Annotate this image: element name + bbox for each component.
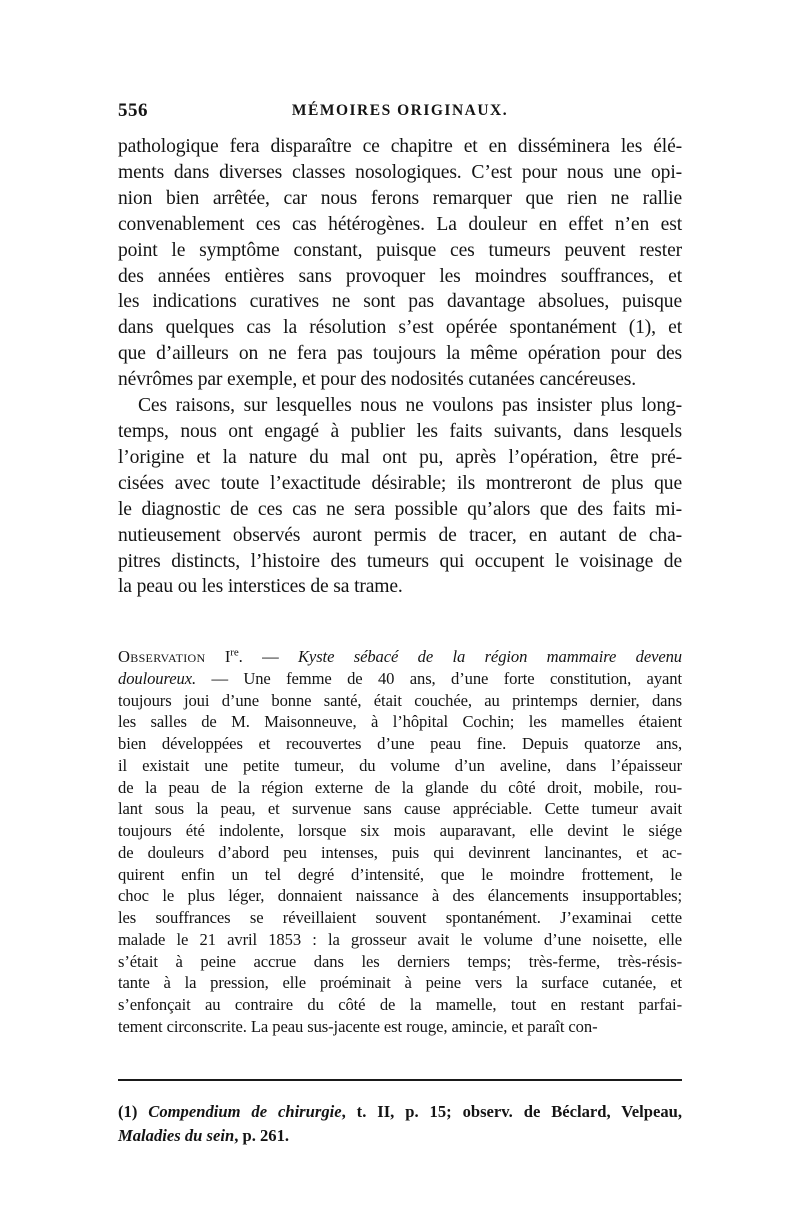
text-line: toujours joui d’une bonne santé, était couchée, au printemps dernier, dans: [118, 690, 682, 710]
text-line: tement circonscrite. La peau sus-jacente est rouge, amincie, et paraît con-: [118, 1016, 598, 1036]
footnote-divider: [118, 1079, 682, 1081]
text-line: de la peau de la région externe de la glande du côté droit, mobile, rou-: [118, 777, 682, 797]
observation-heading: Observation: [118, 647, 206, 666]
text-line: tante à la pression, elle proéminait à peine vers la surface cutanée, et: [118, 973, 682, 993]
page-number: 556: [118, 100, 148, 121]
footnote-work-title: Compendium de chirurgie: [148, 1102, 342, 1121]
text-line: il existait une petite tumeur, du volume d’un aveline, dans l’épaisseur: [118, 755, 682, 775]
observation-body: [118, 690, 682, 1038]
observation-number: I: [224, 647, 231, 666]
text-line: dans quelques cas la résolution s’est opérée spontanément (1), et: [118, 317, 682, 339]
main-text: [118, 134, 682, 600]
footnote-marker: (1): [118, 1102, 138, 1121]
text-line: lant sous la peau, et survenue sans cause appréciable. Cette tumeur avait: [118, 799, 682, 819]
text-line: nion bien arrêtée, car nous ferons remarquer que rien ne rallie: [118, 187, 682, 209]
text-line: ments dans diverses classes nosologiques. C’est pour nous une opi-: [118, 161, 682, 183]
observation-text: — Une femme de 40 ans, d’une forte constitution, ayant: [211, 668, 682, 688]
running-title: MÉMOIRES ORIGINAUX.: [291, 102, 509, 119]
observation-title-end: douloureux.: [118, 668, 197, 688]
text-line: le diagnostic de ces cas ne sera possible qu’alors que des faits mi-: [118, 498, 682, 520]
text-line: malade le 21 avril 1853 : la grosseur avait le volume d’une noisette, elle: [118, 929, 682, 949]
observation-title: Kyste sébacé de la région mammaire devenu: [297, 647, 683, 666]
text-line: s’enfonçait au contraire du côté de la mamelle, tout en restant parfai-: [118, 995, 682, 1014]
text-line: les salles de M. Maisonneuve, à l’hôpital Cochin; les mamelles étaient: [118, 712, 682, 732]
text-line: pathologique fera disparaître ce chapitre et en disséminera les élé-: [118, 136, 682, 157]
text-line: point le symptôme constant, puisque ces tumeurs peuvent rester: [118, 239, 682, 261]
observation-dash: . —: [238, 647, 279, 666]
paragraph-1: [118, 134, 682, 393]
text-line: nutieusement observés auront permis de tracer, en autant de cha-: [118, 524, 682, 546]
page-header: [118, 100, 682, 126]
text-line: que d’ailleurs on ne fera pas toujours la même opération pour des: [118, 343, 682, 365]
text-line: temps, nous ont engagé à publier les faits suivants, dans lesquels: [118, 420, 682, 442]
observation-heading-line: [118, 646, 682, 668]
text-line: des années entières sans provoquer les moindres souffrances, et: [118, 265, 682, 287]
text-line: les souffrances se réveillaient souvent spontanément. J’examinai cette: [118, 908, 682, 927]
text-line: de douleurs d’abord peu intenses, puis qui devinrent lancinantes, et ac-: [118, 842, 682, 862]
text-line: pitres distincts, l’histoire des tumeurs qui occupent le voisinage de: [118, 550, 682, 572]
observation-block: [118, 646, 682, 1038]
text-line: bien développées et recouvertes d’une peau fine. Depuis quatorze ans,: [118, 734, 682, 753]
paragraph-2: [118, 393, 682, 600]
footnote-line: [118, 1100, 682, 1124]
footnote-reference: , p. 261.: [234, 1126, 290, 1145]
text-line: s’était à peine accrue dans les derniers temps; très-ferme, très-résis-: [118, 951, 682, 971]
text-line: choc le plus léger, donnaient naissance à des élancements insupportables;: [118, 886, 682, 906]
footnote: [118, 1100, 682, 1148]
text-line: les indications curatives ne sont pas davantage absolues, puisque: [118, 291, 682, 313]
text-line: la peau ou les interstices de sa trame.: [118, 576, 403, 598]
footnote-line: [118, 1124, 682, 1148]
text-line: quirent enfin un tel degré d’intensité, que le moindre frottement, le: [118, 864, 682, 884]
text-line: convenablement ces cas hétérogènes. La douleur en effet n’en est: [118, 213, 682, 235]
observation-line: [118, 668, 682, 690]
footnote-reference: , t. II, p. 15; observ. de Béclard, Velpeau,: [341, 1102, 682, 1121]
text-line: Ces raisons, sur lesquelles nous ne voulons pas insister plus long-: [138, 395, 682, 417]
text-line: cisées avec toute l’exactitude désirable; ils montreront de plus que: [118, 472, 682, 494]
observation-number-suffix: re: [230, 646, 239, 659]
text-line: l’origine et la nature du mal ont pu, après l’opération, être pré-: [118, 446, 682, 468]
text-line: névrômes par exemple, et pour des nodosités cutanées cancéreuses.: [118, 369, 636, 391]
text-line: toujours été indolente, lorsque six mois auparavant, elle devint le siége: [118, 821, 682, 840]
footnote-work-title: Maladies du sein: [118, 1126, 235, 1145]
